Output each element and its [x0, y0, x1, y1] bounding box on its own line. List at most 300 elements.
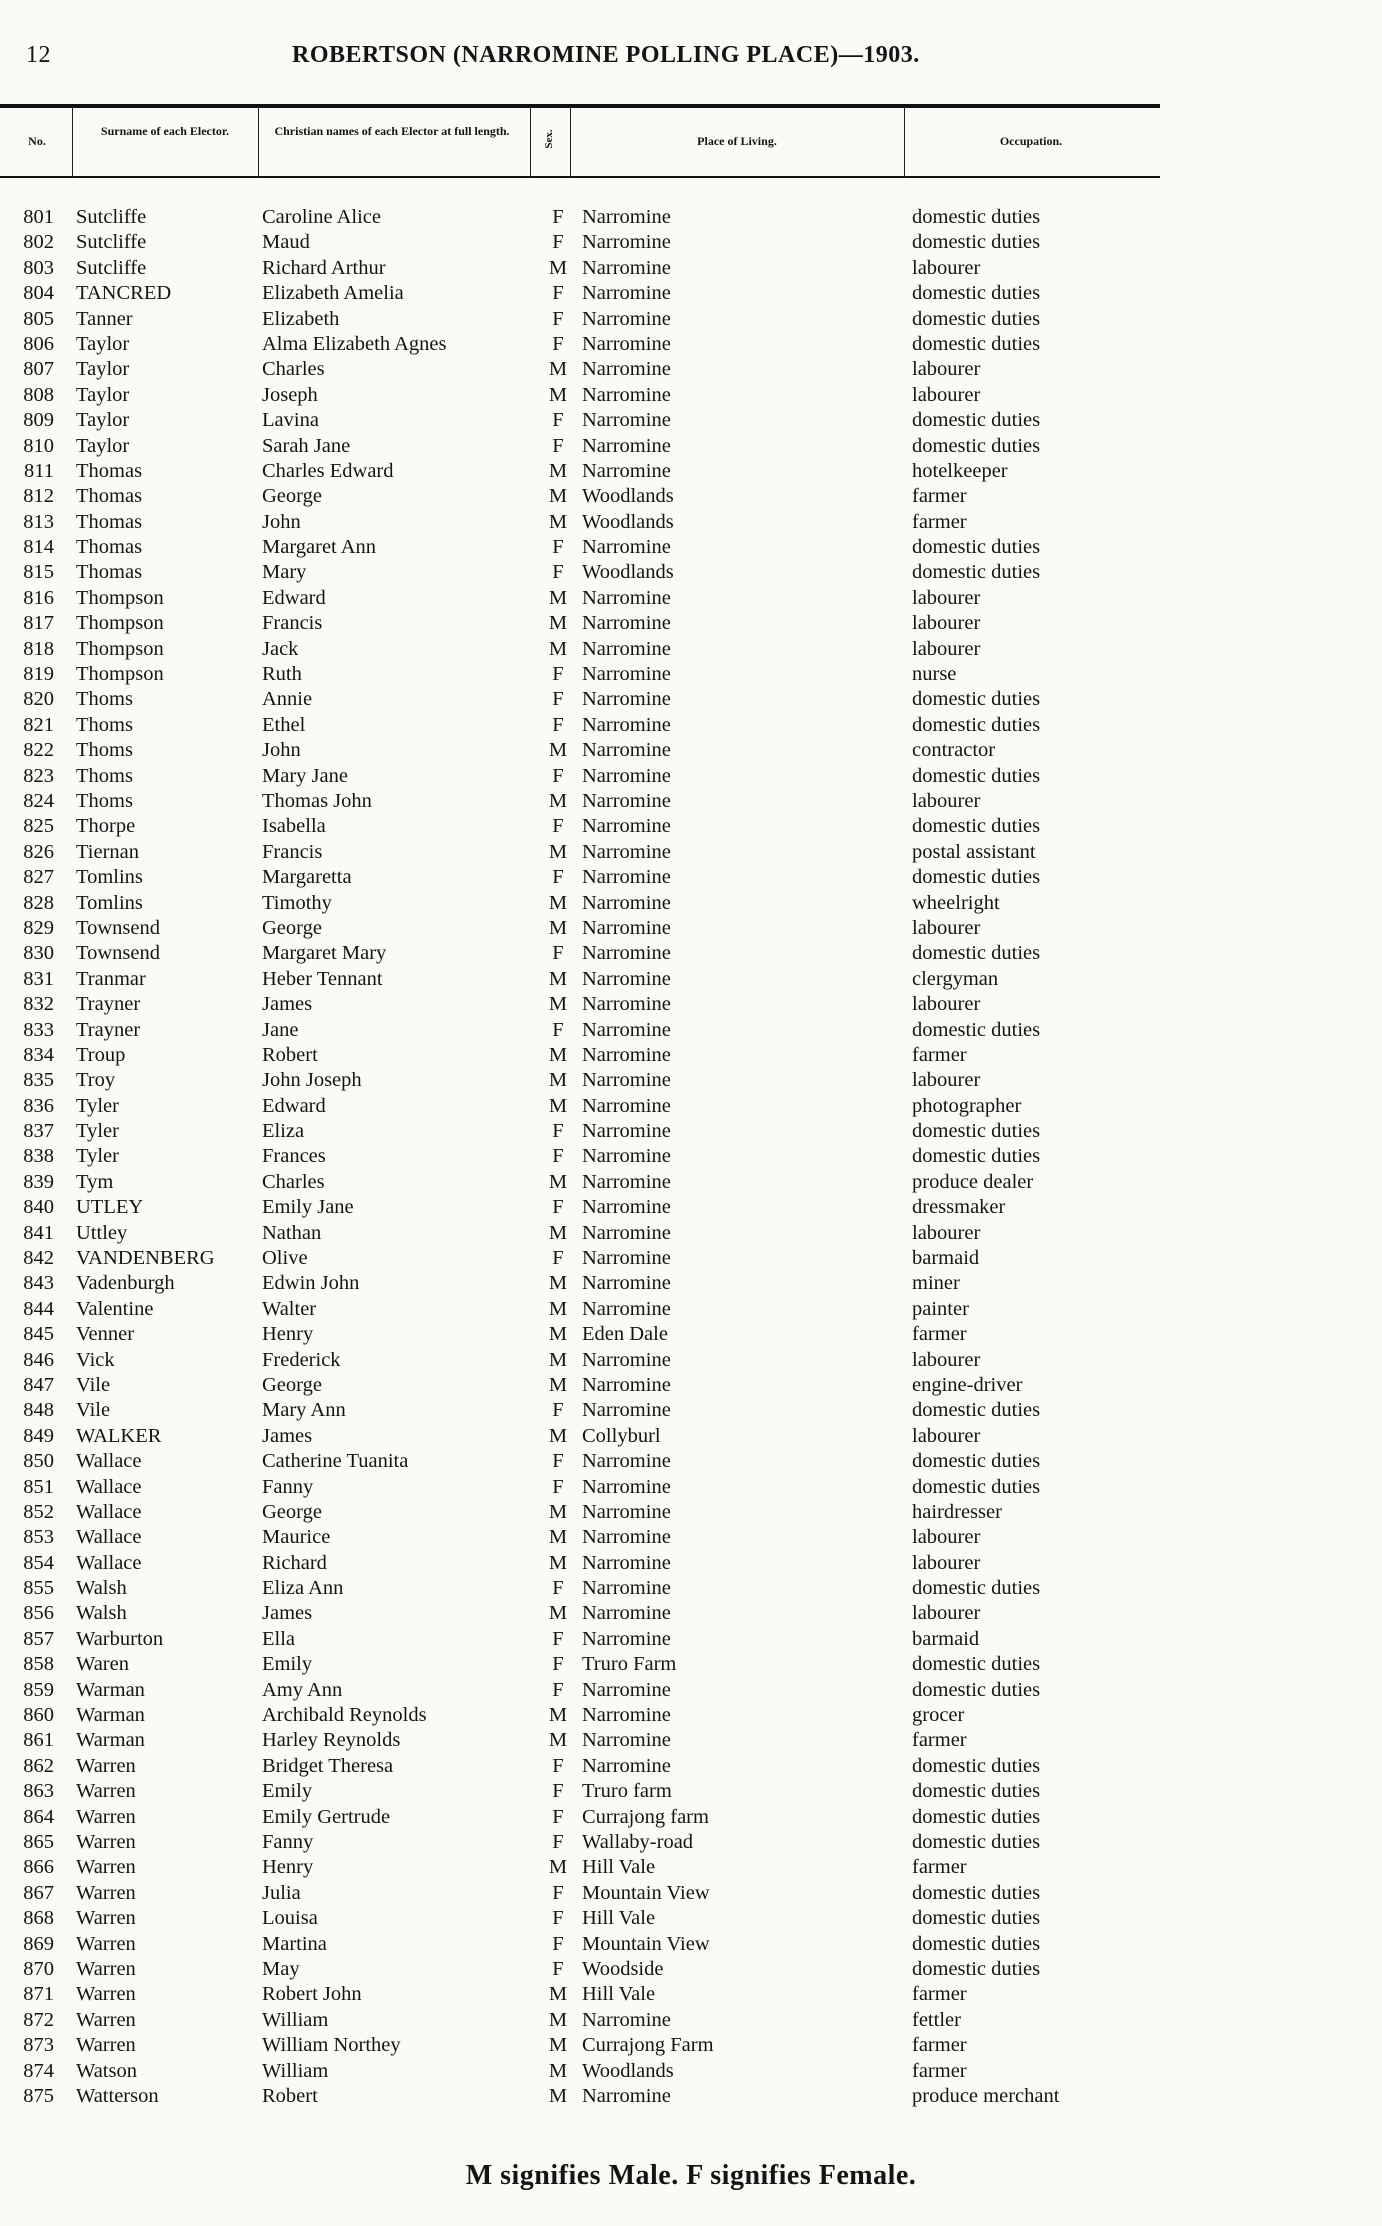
elector-occupation: domestic duties [912, 713, 1041, 736]
elector-sex: M [548, 1551, 568, 1574]
column-divider [72, 108, 73, 178]
elector-surname: Troup [76, 1043, 126, 1066]
elector-place: Narromine [582, 434, 671, 457]
elector-place: Narromine [582, 1196, 671, 1219]
elector-surname: Thomas [76, 485, 143, 508]
elector-surname: Trayner [76, 993, 141, 1016]
elector-number: 861 [23, 1729, 54, 1752]
elector-occupation: labourer [912, 916, 981, 939]
elector-place: Truro farm [582, 1780, 672, 1803]
elector-surname: Thomas [76, 459, 143, 482]
elector-surname: Taylor [76, 332, 130, 355]
elector-sex: M [548, 510, 568, 533]
elector-surname: Tomlins [76, 891, 143, 914]
elector-surname: Warren [76, 2008, 136, 2031]
elector-surname: Thomas [76, 561, 143, 584]
elector-place: Narromine [582, 688, 671, 711]
elector-sex: M [548, 2008, 568, 2031]
column-header-no: No. [28, 134, 46, 148]
elector-surname: Vile [76, 1399, 111, 1422]
elector-christian-names: Margaret Mary [262, 942, 387, 965]
elector-christian-names: Jane [262, 1018, 299, 1041]
elector-sex: M [548, 916, 568, 939]
elector-christian-names: Eliza Ann [262, 1577, 344, 1600]
elector-place: Narromine [582, 256, 671, 279]
elector-surname: Taylor [76, 434, 130, 457]
elector-place: Narromine [582, 1551, 671, 1574]
table-row [0, 1018, 1382, 1043]
elector-sex: M [548, 1602, 568, 1625]
table-row [0, 459, 1382, 484]
elector-christian-names: Robert John [262, 1983, 362, 2006]
elector-christian-names: James [262, 993, 313, 1016]
elector-number: 849 [23, 1424, 54, 1447]
elector-number: 865 [23, 1831, 54, 1853]
elector-place: Narromine [582, 536, 671, 559]
elector-sex: M [548, 739, 568, 762]
table-row [0, 764, 1382, 789]
elector-place: Narromine [582, 282, 671, 305]
elector-occupation: domestic duties [912, 1145, 1041, 1168]
elector-occupation: fettler [912, 2008, 961, 2031]
elector-number: 820 [23, 688, 54, 711]
elector-sex: F [552, 1653, 564, 1676]
elector-sex: M [548, 459, 568, 482]
elector-place: Narromine [582, 1475, 671, 1498]
table-row [0, 1068, 1382, 1093]
elector-christian-names: Olive [262, 1247, 308, 1270]
table-row [0, 1144, 1382, 1169]
table-row [0, 332, 1382, 357]
elector-surname: Warren [76, 1983, 136, 2006]
elector-occupation: labourer [912, 1348, 981, 1371]
elector-number: 821 [23, 713, 54, 736]
table-row [0, 1348, 1382, 1373]
elector-sex: M [548, 891, 568, 914]
elector-occupation: farmer [912, 1856, 967, 1879]
elector-occupation: contractor [912, 739, 996, 762]
elector-number: 870 [23, 1957, 54, 1980]
elector-place: Woodlands [582, 510, 674, 533]
table-row [0, 281, 1382, 306]
elector-number: 831 [23, 967, 54, 990]
elector-place: Narromine [582, 1018, 671, 1041]
elector-sex: F [552, 1881, 564, 1904]
table-row [0, 2084, 1382, 2109]
elector-christian-names: Mary [262, 561, 307, 584]
table-row [0, 1881, 1382, 1906]
elector-sex: M [548, 1526, 568, 1549]
elector-surname: Walsh [76, 1602, 127, 1625]
table-row [0, 1551, 1382, 1576]
elector-number: 867 [23, 1881, 54, 1904]
elector-christian-names: John [262, 739, 301, 762]
elector-occupation: farmer [912, 2034, 967, 2057]
elector-occupation: photographer [912, 1094, 1022, 1117]
elector-place: Narromine [582, 1526, 671, 1549]
elector-occupation: domestic duties [912, 764, 1041, 787]
elector-christian-names: Charles [262, 1170, 325, 1193]
elector-number: 843 [23, 1272, 54, 1295]
elector-occupation: labourer [912, 256, 981, 279]
elector-sex: M [548, 993, 568, 1016]
elector-christian-names: Henry [262, 1323, 314, 1346]
elector-number: 832 [23, 993, 54, 1016]
elector-number: 814 [23, 536, 54, 559]
elector-sex: M [548, 612, 568, 635]
elector-place: Narromine [582, 993, 671, 1016]
elector-sex: M [548, 1983, 568, 2006]
elector-place: Narromine [582, 1754, 671, 1777]
elector-number: 805 [23, 307, 54, 330]
elector-place: Narromine [582, 815, 671, 838]
elector-place: Narromine [582, 409, 671, 432]
elector-number: 858 [23, 1653, 54, 1676]
elector-surname: Valentine [76, 1297, 154, 1320]
table-row [0, 307, 1382, 332]
elector-place: Mountain View [582, 1932, 710, 1955]
elector-occupation: labourer [912, 1526, 981, 1549]
elector-surname: Tym [76, 1170, 114, 1193]
elector-place: Narromine [582, 1272, 671, 1295]
elector-surname: Warman [76, 1704, 145, 1727]
elector-sex: M [548, 1729, 568, 1752]
elector-sex: M [548, 2084, 568, 2107]
elector-christian-names: Charles [262, 358, 325, 381]
elector-christian-names: Elizabeth [262, 307, 340, 330]
table-row [0, 230, 1382, 255]
elector-occupation: domestic duties [912, 1932, 1041, 1955]
table-row [0, 1246, 1382, 1271]
elector-christian-names: Ethel [262, 713, 306, 736]
elector-surname: Thoms [76, 789, 133, 812]
elector-number: 837 [23, 1120, 54, 1143]
column-header-place: Place of Living. [697, 134, 777, 148]
elector-sex: F [552, 815, 564, 838]
elector-sex: M [548, 1323, 568, 1346]
elector-surname: Warburton [76, 1627, 164, 1650]
table-row [0, 992, 1382, 1017]
elector-surname: Thomas [76, 510, 143, 533]
elector-surname: TANCRED [76, 282, 172, 305]
elector-number: 811 [24, 459, 54, 482]
elector-occupation: labourer [912, 586, 981, 609]
elector-surname: Warren [76, 1932, 136, 1955]
elector-sex: M [548, 1704, 568, 1727]
elector-christian-names: Timothy [262, 891, 332, 914]
elector-surname: Thompson [76, 612, 164, 635]
elector-occupation: labourer [912, 612, 981, 635]
elector-sex: F [552, 1196, 564, 1219]
elector-place: Narromine [582, 332, 671, 355]
elector-sex: F [552, 206, 564, 228]
elector-occupation: produce dealer [912, 1170, 1034, 1193]
elector-place: Mountain View [582, 1881, 710, 1904]
table-row [0, 205, 1382, 230]
elector-place: Currajong Farm [582, 2034, 714, 2057]
elector-sex: F [552, 1678, 564, 1701]
elector-sex: F [552, 1627, 564, 1650]
elector-christian-names: Thomas John [262, 789, 372, 812]
elector-place: Narromine [582, 1170, 671, 1193]
elector-place: Narromine [582, 1627, 671, 1650]
elector-sex: F [552, 561, 564, 584]
elector-christian-names: Archibald Reynolds [262, 1704, 427, 1727]
elector-number: 808 [23, 383, 54, 406]
elector-surname: Thomas [76, 536, 143, 559]
table-row [0, 637, 1382, 662]
elector-number: 817 [23, 612, 54, 635]
table-row [0, 383, 1382, 408]
elector-surname: Thompson [76, 663, 164, 686]
column-header-christian-names: Christian names of each Elector at full length. [274, 124, 510, 138]
table-row [0, 1855, 1382, 1880]
elector-christian-names: Francis [262, 612, 323, 635]
elector-place: Narromine [582, 1704, 671, 1727]
elector-place: Narromine [582, 2008, 671, 2031]
elector-sex: F [552, 663, 564, 686]
elector-christian-names: Charles Edward [262, 459, 394, 482]
elector-number: 838 [23, 1145, 54, 1168]
elector-sex: M [548, 1043, 568, 1066]
column-header-surname: Surname of each Elector. [100, 124, 230, 138]
elector-number: 807 [23, 358, 54, 381]
elector-surname: Trayner [76, 1018, 141, 1041]
elector-occupation: hairdresser [912, 1500, 1002, 1523]
elector-sex: F [552, 1145, 564, 1168]
elector-number: 859 [23, 1678, 54, 1701]
elector-sex: M [548, 1221, 568, 1244]
elector-place: Narromine [582, 764, 671, 787]
table-row [0, 1322, 1382, 1347]
elector-christian-names: Edwin John [262, 1272, 360, 1295]
elector-surname: Townsend [76, 942, 160, 965]
elector-christian-names: John Joseph [262, 1069, 362, 1092]
elector-occupation: domestic duties [912, 1907, 1041, 1930]
elector-surname: Vadenburgh [76, 1272, 175, 1295]
elector-place: Narromine [582, 967, 671, 990]
elector-place: Hill Vale [582, 1907, 656, 1930]
elector-occupation: farmer [912, 1323, 967, 1346]
table-row [0, 560, 1382, 585]
table-row [0, 738, 1382, 763]
elector-surname: Tyler [76, 1145, 119, 1168]
elector-sex: F [552, 1957, 564, 1980]
elector-occupation: domestic duties [912, 561, 1041, 584]
elector-place: Narromine [582, 1399, 671, 1422]
column-divider [570, 108, 571, 178]
elector-christian-names: Isabella [262, 815, 326, 838]
elector-surname: Taylor [76, 383, 130, 406]
table-row [0, 256, 1382, 281]
elector-occupation: domestic duties [912, 815, 1041, 838]
table-row [0, 941, 1382, 966]
elector-surname: Troy [76, 1069, 116, 1092]
elector-surname: Tyler [76, 1094, 119, 1117]
elector-sex: F [552, 764, 564, 787]
elector-place: Narromine [582, 1450, 671, 1473]
elector-occupation: barmaid [912, 1247, 980, 1270]
elector-surname: Sutcliffe [76, 231, 147, 254]
elector-sex: F [552, 1780, 564, 1803]
table-row [0, 662, 1382, 687]
elector-christian-names: Richard [262, 1551, 327, 1574]
elector-christian-names: Alma Elizabeth Agnes [262, 332, 447, 355]
elector-number: 853 [23, 1526, 54, 1549]
elector-surname: Taylor [76, 409, 130, 432]
elector-number: 844 [23, 1297, 54, 1320]
page-title: ROBERTSON (NARROMINE POLLING PLACE)—1903. [292, 42, 920, 68]
elector-place: Hill Vale [582, 1983, 656, 2006]
elector-occupation: domestic duties [912, 1018, 1041, 1041]
elector-surname: Wallace [76, 1500, 142, 1523]
elector-number: 866 [23, 1856, 54, 1879]
elector-christian-names: Harley Reynolds [262, 1729, 401, 1752]
elector-occupation: domestic duties [912, 1653, 1041, 1676]
elector-surname: Wallace [76, 1475, 142, 1498]
elector-place: Narromine [582, 1247, 671, 1270]
elector-christian-names: Edward [262, 1094, 326, 1117]
elector-surname: VANDENBERG [76, 1247, 215, 1270]
elector-surname: Vile [76, 1373, 111, 1396]
elector-place: Narromine [582, 1678, 671, 1701]
elector-number: 868 [23, 1907, 54, 1930]
elector-place: Narromine [582, 307, 671, 330]
elector-surname: Uttley [76, 1221, 128, 1244]
table-row [0, 484, 1382, 509]
table-row [0, 1703, 1382, 1728]
elector-surname: Thoms [76, 713, 133, 736]
elector-surname: Warren [76, 2034, 136, 2057]
elector-number: 826 [23, 840, 54, 863]
elector-occupation: hotelkeeper [912, 459, 1008, 482]
elector-sex: M [548, 256, 568, 279]
elector-occupation: barmaid [912, 1627, 980, 1650]
footnote: M signifies Male. F signifies Female. [465, 2160, 917, 2191]
elector-christian-names: May [262, 1957, 300, 1980]
elector-surname: UTLEY [76, 1196, 144, 1219]
table-row [0, 713, 1382, 738]
elector-number: 834 [23, 1043, 54, 1066]
elector-occupation: painter [912, 1297, 969, 1320]
elector-occupation: domestic duties [912, 434, 1041, 457]
table-row [0, 2059, 1382, 2084]
elector-christian-names: Margaret Ann [262, 536, 377, 559]
table-row [0, 1373, 1382, 1398]
elector-christian-names: Walter [262, 1297, 317, 1320]
elector-place: Narromine [582, 358, 671, 381]
elector-surname: Taylor [76, 358, 130, 381]
elector-place: Narromine [582, 1373, 671, 1396]
elector-christian-names: Fanny [262, 1831, 314, 1853]
elector-surname: Thorpe [76, 815, 136, 838]
elector-place: Narromine [582, 1348, 671, 1371]
elector-christian-names: Eliza [262, 1120, 305, 1143]
header-rule-bottom [0, 176, 1160, 178]
column-divider [904, 108, 905, 178]
table-row [0, 1195, 1382, 1220]
elector-surname: Warren [76, 1856, 136, 1879]
elector-christian-names: Emily Jane [262, 1196, 354, 1219]
elector-number: 812 [23, 485, 54, 508]
elector-surname: Tanner [76, 307, 133, 330]
elector-place: Currajong farm [582, 1805, 709, 1828]
elector-occupation: postal assistant [912, 840, 1036, 863]
elector-sex: M [548, 586, 568, 609]
elector-place: Narromine [582, 206, 671, 228]
table-row [0, 1094, 1382, 1119]
elector-surname: Tyler [76, 1120, 119, 1143]
elector-christian-names: Francis [262, 840, 323, 863]
elector-number: 846 [23, 1348, 54, 1371]
elector-place: Narromine [582, 383, 671, 406]
elector-sex: F [552, 536, 564, 559]
elector-christian-names: George [262, 1500, 322, 1523]
elector-sex: M [548, 1373, 568, 1396]
elector-sex: F [552, 409, 564, 432]
table-row [0, 1957, 1382, 1982]
elector-place: Narromine [582, 1094, 671, 1117]
column-divider [258, 108, 259, 178]
elector-sex: F [552, 1805, 564, 1828]
elector-sex: M [548, 1069, 568, 1092]
elector-surname: Warren [76, 1957, 136, 1980]
elector-place: Woodlands [582, 485, 674, 508]
elector-christian-names: Lavina [262, 409, 319, 432]
elector-christian-names: Emily Gertrude [262, 1805, 391, 1828]
elector-place: Narromine [582, 1145, 671, 1168]
elector-christian-names: Henry [262, 1856, 314, 1879]
table-row [0, 2033, 1382, 2058]
elector-place: Narromine [582, 586, 671, 609]
elector-sex: M [548, 1348, 568, 1371]
elector-surname: Walsh [76, 1577, 127, 1600]
elector-occupation: labourer [912, 1424, 981, 1447]
elector-number: 828 [23, 891, 54, 914]
elector-surname: Warman [76, 1729, 145, 1752]
elector-number: 839 [23, 1170, 54, 1193]
elector-number: 819 [23, 663, 54, 686]
elector-occupation: domestic duties [912, 282, 1041, 305]
elector-number: 848 [23, 1399, 54, 1422]
elector-christian-names: Nathan [262, 1221, 322, 1244]
elector-surname: Watterson [76, 2084, 159, 2107]
table-row [0, 1221, 1382, 1246]
table-row [0, 840, 1382, 865]
elector-sex: M [548, 1170, 568, 1193]
page-number: 12 [26, 42, 51, 68]
elector-surname: Thoms [76, 739, 133, 762]
elector-christian-names: James [262, 1602, 313, 1625]
elector-number: 822 [23, 739, 54, 762]
elector-christian-names: Martina [262, 1932, 327, 1955]
elector-christian-names: Ruth [262, 663, 302, 686]
table-row [0, 357, 1382, 382]
table-row [0, 1601, 1382, 1626]
elector-christian-names: John [262, 510, 301, 533]
elector-occupation: domestic duties [912, 231, 1041, 254]
table-row [0, 789, 1382, 814]
elector-number: 871 [23, 1983, 54, 2006]
elector-surname: Warren [76, 1754, 136, 1777]
elector-occupation: engine-driver [912, 1373, 1023, 1396]
elector-sex: F [552, 332, 564, 355]
elector-christian-names: Sarah Jane [262, 434, 351, 457]
elector-christian-names: William [262, 2008, 329, 2031]
elector-christian-names: Bridget Theresa [262, 1754, 394, 1777]
table-row [0, 1805, 1382, 1830]
elector-surname: Tomlins [76, 866, 143, 889]
